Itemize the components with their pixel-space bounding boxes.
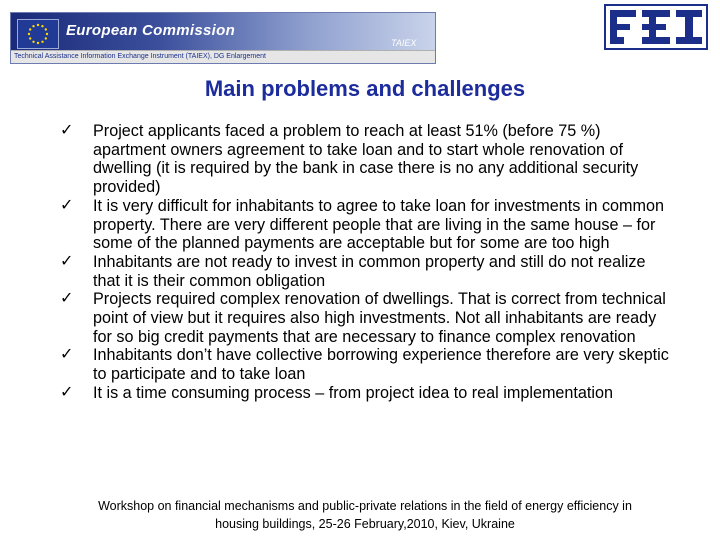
eu-flag-icon <box>17 19 59 49</box>
banner-subtitle-strip <box>11 50 435 63</box>
list-item <box>60 253 670 290</box>
european-commission-banner <box>10 12 436 64</box>
checkmark-icon: ✓ <box>60 252 74 270</box>
taiex-label: TAIEX <box>391 38 417 48</box>
list-item <box>60 197 670 253</box>
footer-caption <box>0 497 720 533</box>
slide-title: Main problems and challenges <box>204 76 526 101</box>
problems-list <box>60 122 670 403</box>
banner-subtitle: Technical Assistance Information Exchange Instrument (TAIEX), DG Enlargement <box>14 53 266 60</box>
checkmark-icon: ✓ <box>60 346 74 364</box>
checkmark-icon: ✓ <box>60 290 74 308</box>
bullet-text: It is a time consuming process – from project idea to real implementation <box>93 383 614 402</box>
bullet-text: Projects required complex renovation of dwellings. That is correct from technical point of view but it requires also high investments. Not all inhabitants are ready for so big credit payments that are necessary to finance complex renovation <box>93 290 666 346</box>
bullet-text: It is very difficult for inhabitants to agree to take loan for investments in common property. There are very different people that are living in the same house – for some of the planned payments are acceptable but for some are too high <box>93 196 665 253</box>
banner-title: European Commission <box>66 22 236 39</box>
fei-logo <box>604 4 708 50</box>
list-item <box>60 290 670 346</box>
bullet-text: Inhabitants are not ready to invest in common property and still do not realize that it is their common obligation <box>93 252 646 290</box>
footer-line-2: housing buildings, 25-26 February,2010, Kiev, Ukraine <box>215 517 515 531</box>
list-item <box>60 346 670 383</box>
bullet-text: Inhabitants don’t have collective borrowing experience therefore are very skeptic to participate and to take loan <box>93 346 669 384</box>
footer-line-1: Workshop on financial mechanisms and public-private relations in the field of energy efficiency in <box>98 499 632 513</box>
bullet-text: Project applicants faced a problem to reach at least 51% (before 75 %) apartment owners agreement to take loan and to start whole renovation of dwelling (it is required by the bank in case there is no any additional security provided) <box>93 122 639 197</box>
checkmark-icon: ✓ <box>60 122 74 139</box>
list-item <box>60 384 670 403</box>
list-item <box>60 122 670 197</box>
checkmark-icon: ✓ <box>60 196 74 214</box>
checkmark-icon: ✓ <box>60 383 74 401</box>
